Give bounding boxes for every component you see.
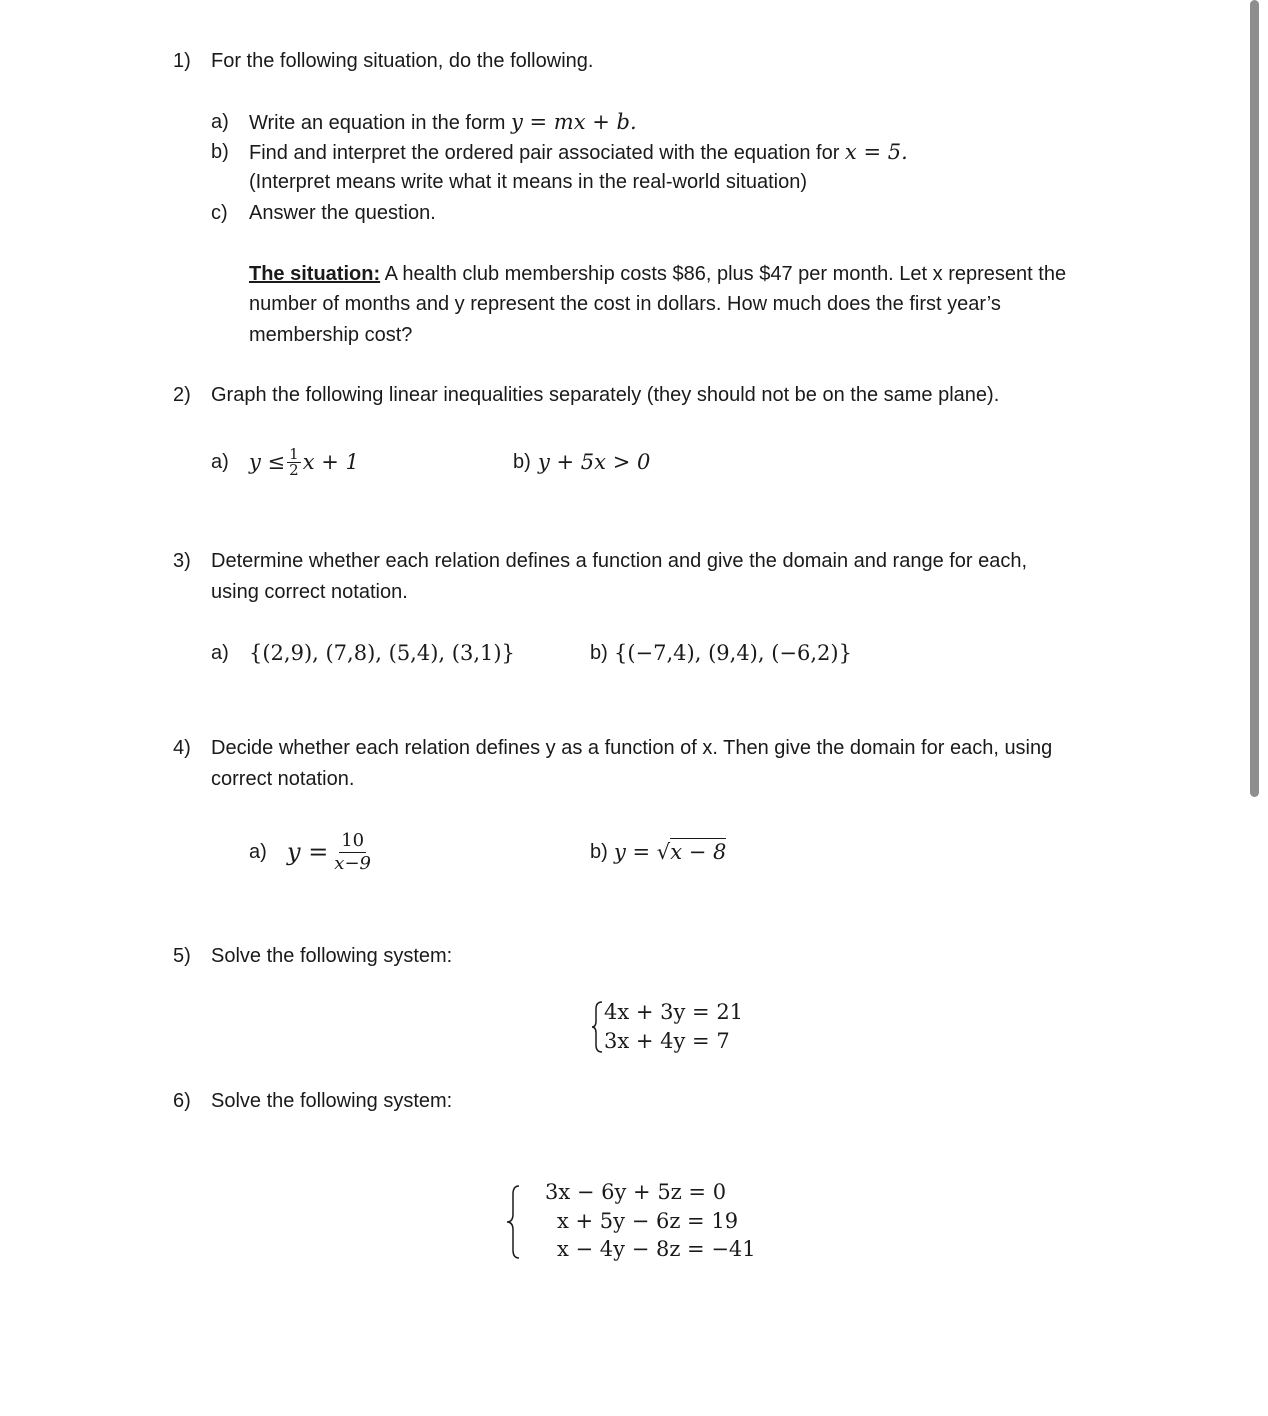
q1-situation-line2: number of months and y represent the cost in dollars. How much does the first year’s [249, 293, 1001, 315]
q1-a-math: y = mx + b. [511, 110, 637, 134]
q1-situation-line1 [249, 262, 1066, 286]
q3-b-math: {(−7,4), (9,4), (−6,2)} [614, 641, 852, 665]
q1-c-text: Answer the question. [249, 202, 436, 224]
q4-b-label: b) [590, 841, 608, 863]
q4-a-lhs: y = [287, 838, 329, 866]
q3-number: 3) [173, 550, 191, 572]
q1-b-math: x = 5. [844, 140, 908, 164]
q5-prompt: Solve the following system: [211, 945, 453, 967]
q1-a-text: Write an equation in the form [249, 112, 511, 134]
q4-number: 4) [173, 737, 191, 759]
q6-eq1: 3x − 6y + 5z = 0 [545, 1180, 727, 1204]
q2-a-label: a) [211, 451, 229, 473]
q4-a-label: a) [249, 841, 267, 863]
q5-left-brace [590, 1000, 604, 1054]
q4-line2: correct notation. [211, 768, 355, 790]
q4-b-lhs: y = √ [614, 840, 671, 864]
q6-prompt: Solve the following system: [211, 1090, 453, 1112]
q1-a-label: a) [211, 111, 229, 133]
q1-b-text: Find and interpret the ordered pair associated with the equation for [249, 142, 845, 164]
q6-left-brace [505, 1184, 521, 1260]
q2-a-fraction [287, 444, 301, 479]
q1-number: 1) [173, 50, 191, 72]
q4-b-math [614, 840, 726, 864]
q4-a-numerator: 10 [341, 829, 365, 851]
q4-a-fraction [334, 830, 371, 875]
q3-a-math: {(2,9), (7,8), (5,4), (3,1)} [249, 641, 515, 665]
q6-eq3: x − 4y − 8z = −41 [557, 1237, 756, 1261]
q4-b-radical [670, 840, 726, 864]
q1-c-label: c) [211, 202, 228, 224]
q2-number: 2) [173, 384, 191, 406]
q2-prompt: Graph the following linear inequalities separately (they should not be on the same plane). [211, 384, 1000, 406]
q4-b-radicand: x − 8 [670, 840, 727, 864]
q1-b-note: (Interpret means write what it means in the real-world situation) [249, 171, 808, 193]
q1-b-item [249, 140, 908, 165]
q2-a-lhs: y ≤ [249, 450, 286, 474]
q2-a-math [249, 438, 359, 486]
q1-b-label: b) [211, 141, 229, 163]
q2-a-denominator: 2 [289, 460, 299, 479]
q5-eq2: 3x + 4y = 7 [604, 1029, 730, 1053]
q3-line2: using correct notation. [211, 581, 408, 603]
q1-prompt: For the following situation, do the following. [211, 50, 594, 72]
q3-b-label: b) [590, 642, 608, 664]
q1-situation-line3: membership cost? [249, 324, 413, 346]
q3-a-label: a) [211, 642, 229, 664]
q6-eq2: x + 5y − 6z = 19 [557, 1209, 739, 1233]
q1-a-item [249, 110, 637, 135]
q5-eq1: 4x + 3y = 21 [604, 1000, 744, 1024]
q4-line1: Decide whether each relation defines y as a function of x. Then give the domain for each, using [211, 737, 1053, 759]
situation-label: The situation: [249, 263, 381, 285]
q4-a-denominator: x−9 [334, 852, 371, 874]
q4-a-math [287, 822, 371, 882]
q2-a-rhs: x + 1 [302, 450, 359, 474]
q2-a-numerator: 1 [289, 444, 299, 463]
situation-text-1: A health club membership costs $86, plus $47 per month. Let x represent the [380, 263, 1067, 285]
scrollbar-thumb[interactable] [1250, 0, 1259, 797]
q6-number: 6) [173, 1090, 191, 1112]
q5-number: 5) [173, 945, 191, 967]
q3-line1: Determine whether each relation defines a function and give the domain and range for each, [211, 550, 1028, 572]
q2-b-label: b) [513, 451, 531, 473]
q2-b-math: y + 5x > 0 [538, 450, 651, 474]
